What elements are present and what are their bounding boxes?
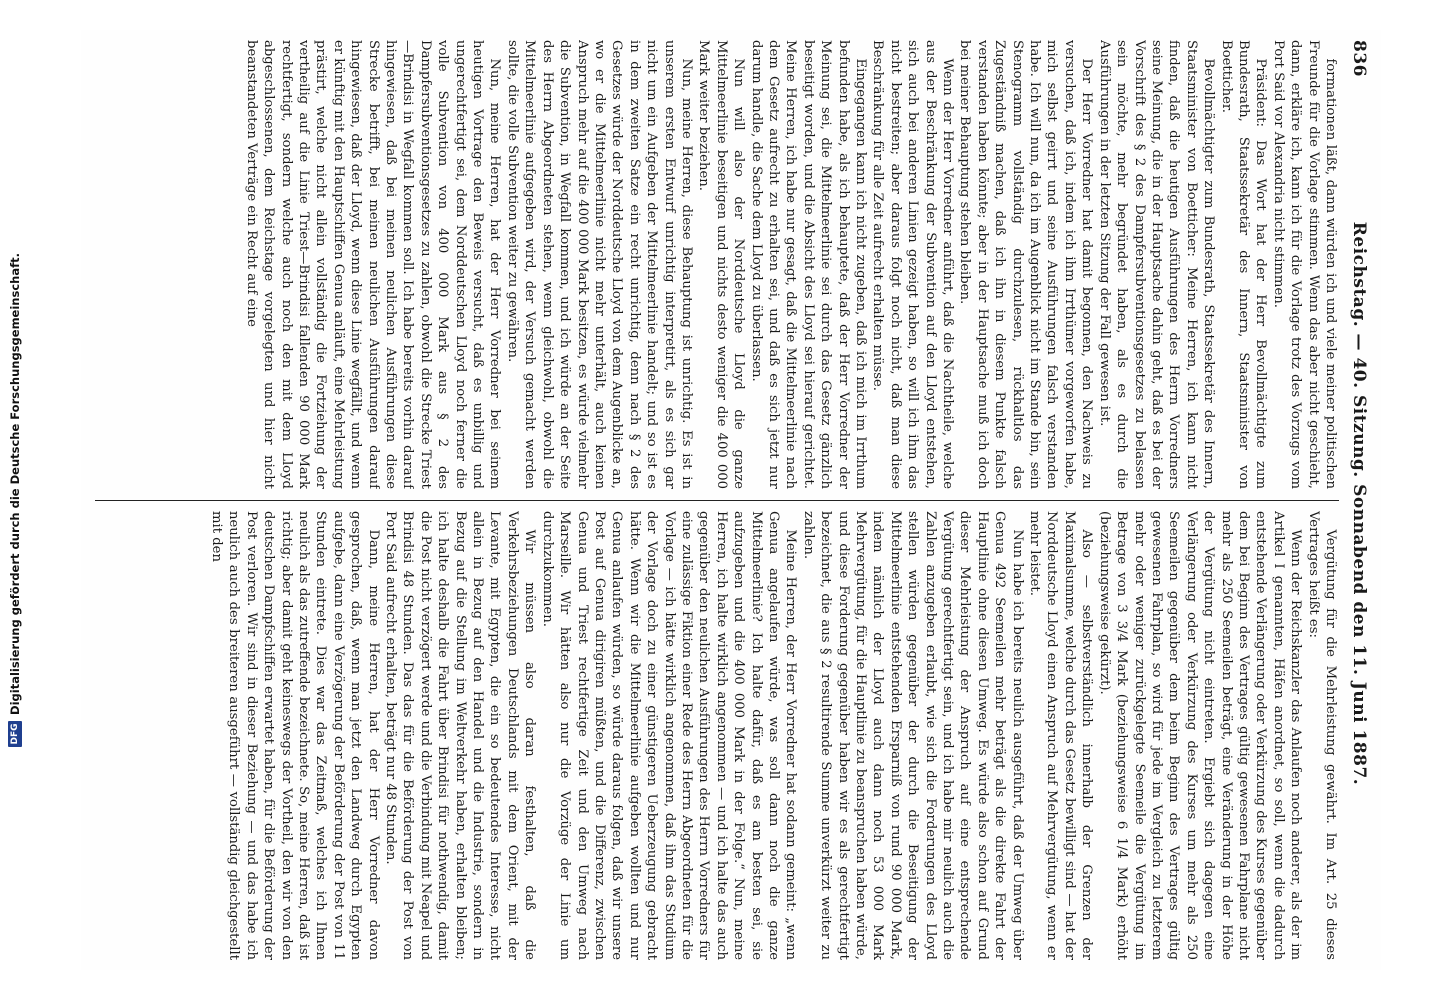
dfg-logo: DFG: [8, 721, 22, 747]
digitization-credit: [8, 253, 22, 747]
right-column: [91, 511, 1339, 960]
paragraph: Wenn der Reichskanzler das Anlaufen noch anderer, als der im Artikel I genannten, Häfen anordnet, so soll, wenn die dadurch entstehende Verlängerung oder Verkürzung des Kurses gegenüber dem bei Beginn des Vertrages gültig gewesenen Fahrplane nicht mehr als 250 Seemeilen beträgt, eine Veränderung in der Höhe der Vergütung nicht eintreten. Ergiebt sich dagegen eine Verlängerung oder Verkürzung des Kurses um mehr als 250 Seemeilen gegenüber dem beim Beginn des Vertrages gültig gewesenen Fahrplan, so wird für jede im Vergleich zu letzterem mehr oder weniger zurückgelegte Seemeile die Vergütung im Betrage von 3 3/4 Mark (beziehungsweise 6 1/4 Mark) erhöht (beziehungsweise gekürzt).: [1096, 511, 1304, 960]
paragraph: Also — selbstverständlich innerhalb der Grenzen der Maximalsumme, welche durch das Gesetz bewilligt sind — hat der Norddeutsche Lloyd einen Anspruch auf Mehrvergütung, wenn er mehr leistet.: [1027, 511, 1095, 960]
paragraph: Dann, meine Herren, hat der Herr Vorredner davon gesprochen, daß, wenn man jetzt den Landweg durch Egypten aufgebe, dann eine Verzögerung der Beförderung der Post von 11 Stunden eintrete. Dies war das Zeitmaß, welches ich Ihnen neulich als das zutreffende bezeichnete. So, meine Herren, daß ist richtig; aber damit geht keineswegs der Vortheil, den wir von den deutschen Dampfschiffen erwartet haben, für die Beförderung der Post verloren. Wir sind in dieser Beziehung — und das habe ich neulich auch des breiteren ausgeführt — vollständig gleichgestellt mit den: [209, 511, 381, 960]
left-column: [91, 40, 1339, 489]
text-columns: [91, 40, 1339, 960]
rotated-page-content: [81, 30, 1381, 970]
paragraph: Vergütung für die Mehrleistung gewährt. Im Art. 25 dieses Vertrages heißt es:: [1305, 511, 1338, 960]
paragraph: Wenn der Herr Vorredner anführt, daß die Nachtheile, welche aus der Beschränkung der Subvention auf den Lloyd entstehen, sich auch bei anderen Linien gezeigt haben, so will ich ihm das nicht bestreiten; aber daraus folgt noch nicht, daß man diese Beschränkung für alle Zeit aufrecht erhalten müsse.: [870, 40, 956, 489]
paragraph: Wir müssen also daran festhalten, daß die Verkehrsbeziehungen Deutschlands mit dem Orient, mit der Levante, mit Egypten, die ein so bedeutendes Interesse, nicht allein in Bezug auf den Handel und die Industrie, sondern in Bezug auf die Stellung im Weltverkehr haben, erhalten bleiben; ich halte deshalb die Fahrt über Brindisi für nothwendig, damit die Post nicht verzögert werde und die Verbindung mit Neapel und Brindisi 48 Stunden. Das das für die Beförderung der Post von Port Said aufrecht erhalten, beträgt nur 48 Stunden.: [383, 511, 538, 960]
page-number: 836: [1349, 40, 1369, 77]
paragraph: Der Herr Vorredner hat damit begonnen, den Nachweis zu versuchen, daß ich, indem ich ihm Irrthümer vorgeworfen habe, mich selbst geirrt und seine Ausführungen falsch verstanden habe. Ich will nun, da ich im Augenblick nicht im Stande bin, sein Stenogramm vollständig durchzulesen, rückhaltlos das Zugeständniß machen, daß ich ihn in diesem Punkte falsch verstanden haben könnte; aber in der Hauptsache muß ich doch bei meiner Behauptung stehen bleiben.: [957, 40, 1095, 489]
paragraph: Meine Herren, der Herr Vorredner hat sodann gemeint: „wenn Genua angelaufen würde, was soll dann noch die ganze Mittelmeerlinie? Ich halte dafür, daß es am besten sei, sie aufzugeben und die 400 000 Mark in der Folge.“ Nun, meine Herren, ich halte wirklich angenommen — und ich halte das auch gegenüber den neulichen Ausführungen des Herrn Vorredners für eine zulässige Fiktion einer Rede des Herrn Abgeordneten für die Vorlage — ich hätte wirklich angenommen, daß ihm das Studium der Vorlage doch zu einer günstigeren Ueberzeugung gebracht hätte. Wenn wir die Mittelmeerlinie aufgeben wollten und nur Genua anlaufen würden, so würde daraus folgen, daß wir unsere Post auf Genua dirigiren müßten, und die Differenz, zwischen Genua und Triest rechtfertige Zeit und den Umweg nach Marseille. Wir hätten also nur die Vorzüge der Linie um durchzukommen.: [539, 511, 799, 960]
page-title: Reichstag. — 40. Sitzung. Sonnabend den 11. Juni 1887.: [1349, 221, 1369, 786]
digitization-credit-strip: [0, 0, 30, 1000]
scanned-page: [30, 0, 1432, 1000]
paragraph: Nun will also der Norddeutsche Lloyd die ganze Mittelmeerlinie beseitigen und nichts desto weniger die 400 000 Mark weiter beziehen.: [696, 40, 747, 489]
paragraph: Nun, meine Herren, hat der Herr Vorredner bei seinem heutigen Vortrage den Beweis versucht, daß es unbillig und ungerechtfertigt sei, dem Norddeutschen Lloyd noch ferner die volle Subvention von 400 000 Mark aus § 2 des Dampfersubventionsgesetzes zu zahlen, obwohl die Strecke Triest—Brindisi in Wegfall kommen soll. Ich habe bereits vorhin darauf hingewiesen, daß bei meinen neulichen Ausführungen diese Strecke betrifft, bei meinen neulichen Ausführungen darauf hingewiesen, daß der Lloyd, wenn diese Linie wegfällt, und wenn er künftig mit den Hauptschiffen Genua anläuft, eine Mehrleistung prästirt, welche nicht allein vollständig die Fortziehung der vertheilig auf die Linie Triest—Brindisi fallenden 90 000 Mark rechtfertigt, sondern welche auch noch den mit dem Lloyd abgeschlossenen, dem Reichstage vorgelegten und hier nicht beanstandeten Verträge ein Recht auf eine: [243, 40, 503, 489]
paragraph: Eingegangen kann ich nicht zugeben, daß ich mich im Irrthum befunden habe, als ich behauptete, daß der Herr Vorredner der Meinung sei, die Mittelmeerlinie sei durch das Gesetz gänzlich beseitigt worden, und die Absicht des Lloyd sei hierauf gerichtet. Meine Herren, ich habe nur gesagt, daß die Mittelmeerlinie nach dem Gesetz aufrecht zu erhalten sei, und daß es sich jetzt nur darum handle, die Sache dem Lloyd zu überlassen.: [748, 40, 869, 489]
paragraph: formationen läßt, dann würden ich und viele meiner politischen Freunde für die Vorlage stimmen. Wenn das aber nicht geschieht, dann, erkläre ich, kann ich für die Vorlage trotz des Vorzugs vom Port Said vor Alexandria nicht stimmen.: [1270, 40, 1338, 489]
page-header: [1345, 40, 1373, 960]
paragraph: Nun, meine Herren, diese Behauptung ist unrichtig. Es ist in unserem ersten Entwurf unrichtig interpretirt, als es sich gar nicht um ein Aufgeben der Mittelmeerlinie handelt; und so ist es in dem zweiten Satze ein recht unrichtig, denn nach § 2 des Gesetzes würde der Norddeutsche Lloyd von dem Augenblicke an, wo er die Mittelmeerlinie nicht mehr unterhält, auch keinen Anspruch mehr auf die 400 000 Mark besitzen, es würde vielmehr die Subvention, in Wegfall kommen, und ich würde an der Seite des Herrn Abgeordneten stehen, wenn gleichwohl, obwohl die Mittelmeerlinie aufgegeben wird, der Versuch gemacht werden sollte, die volle Subvention weiter zu gewähren.: [504, 40, 694, 489]
credit-text: Digitalisierung gefördert durch die Deutsche Forschungsgemeinschaft.: [8, 253, 22, 715]
paragraph: Präsident: Das Wort hat der Herr Bevollmächtigte zum Bundesrath, Staatssekretär des Innern, Staatsminister von Boetticher.: [1218, 40, 1269, 489]
paragraph: Bevollmächtigter zum Bundesrath, Staatssekretär des Innern, Staatsminister von Boetticher: Meine Herren, ich kann nicht finden, daß die heutigen Ausführungen des Herrn Vorredners seine Meinung, die in der Hauptsache dahin geht, daß es bei der Vorschrift des § 2 des Dampfersubventionsgesetzes zu belassen sein möchte, mehr begründet haben, als es durch die Ausführungen in der letzten Sitzung der Fall gewesen ist.: [1096, 40, 1217, 489]
paragraph: Nun habe ich bereits neulich ausgeführt, daß der Umweg über Genua 492 Seemeilen mehr beträgt als die direkte Fahrt der Hauptlinie ohne diesen Umweg. Es würde also schon auf Grund dieser Mehrleistung der Anspruch auf eine entsprechende Vergütung gerechtfertigt sein, und ich habe mir neulich auch die Zahlen anzugeben erlaubt, wie sich die Forderungen des Lloyd stellen würden gegenüber der durch die Beseitigung der Mittelmeerlinie entstehenden Ersparniß von rund 90 000 Mark, indem nämlich der Lloyd auch dann noch 53 000 Mark Mehrvergütung, für die Hauptlinie zu beanspruchen haben würde, und diese Forderung gegenüber haben wir es als gerechtfertigt bezeichnet, die aus § 2 resultirende Summe unverkürzt weiter zu zahlen.: [800, 511, 1025, 960]
